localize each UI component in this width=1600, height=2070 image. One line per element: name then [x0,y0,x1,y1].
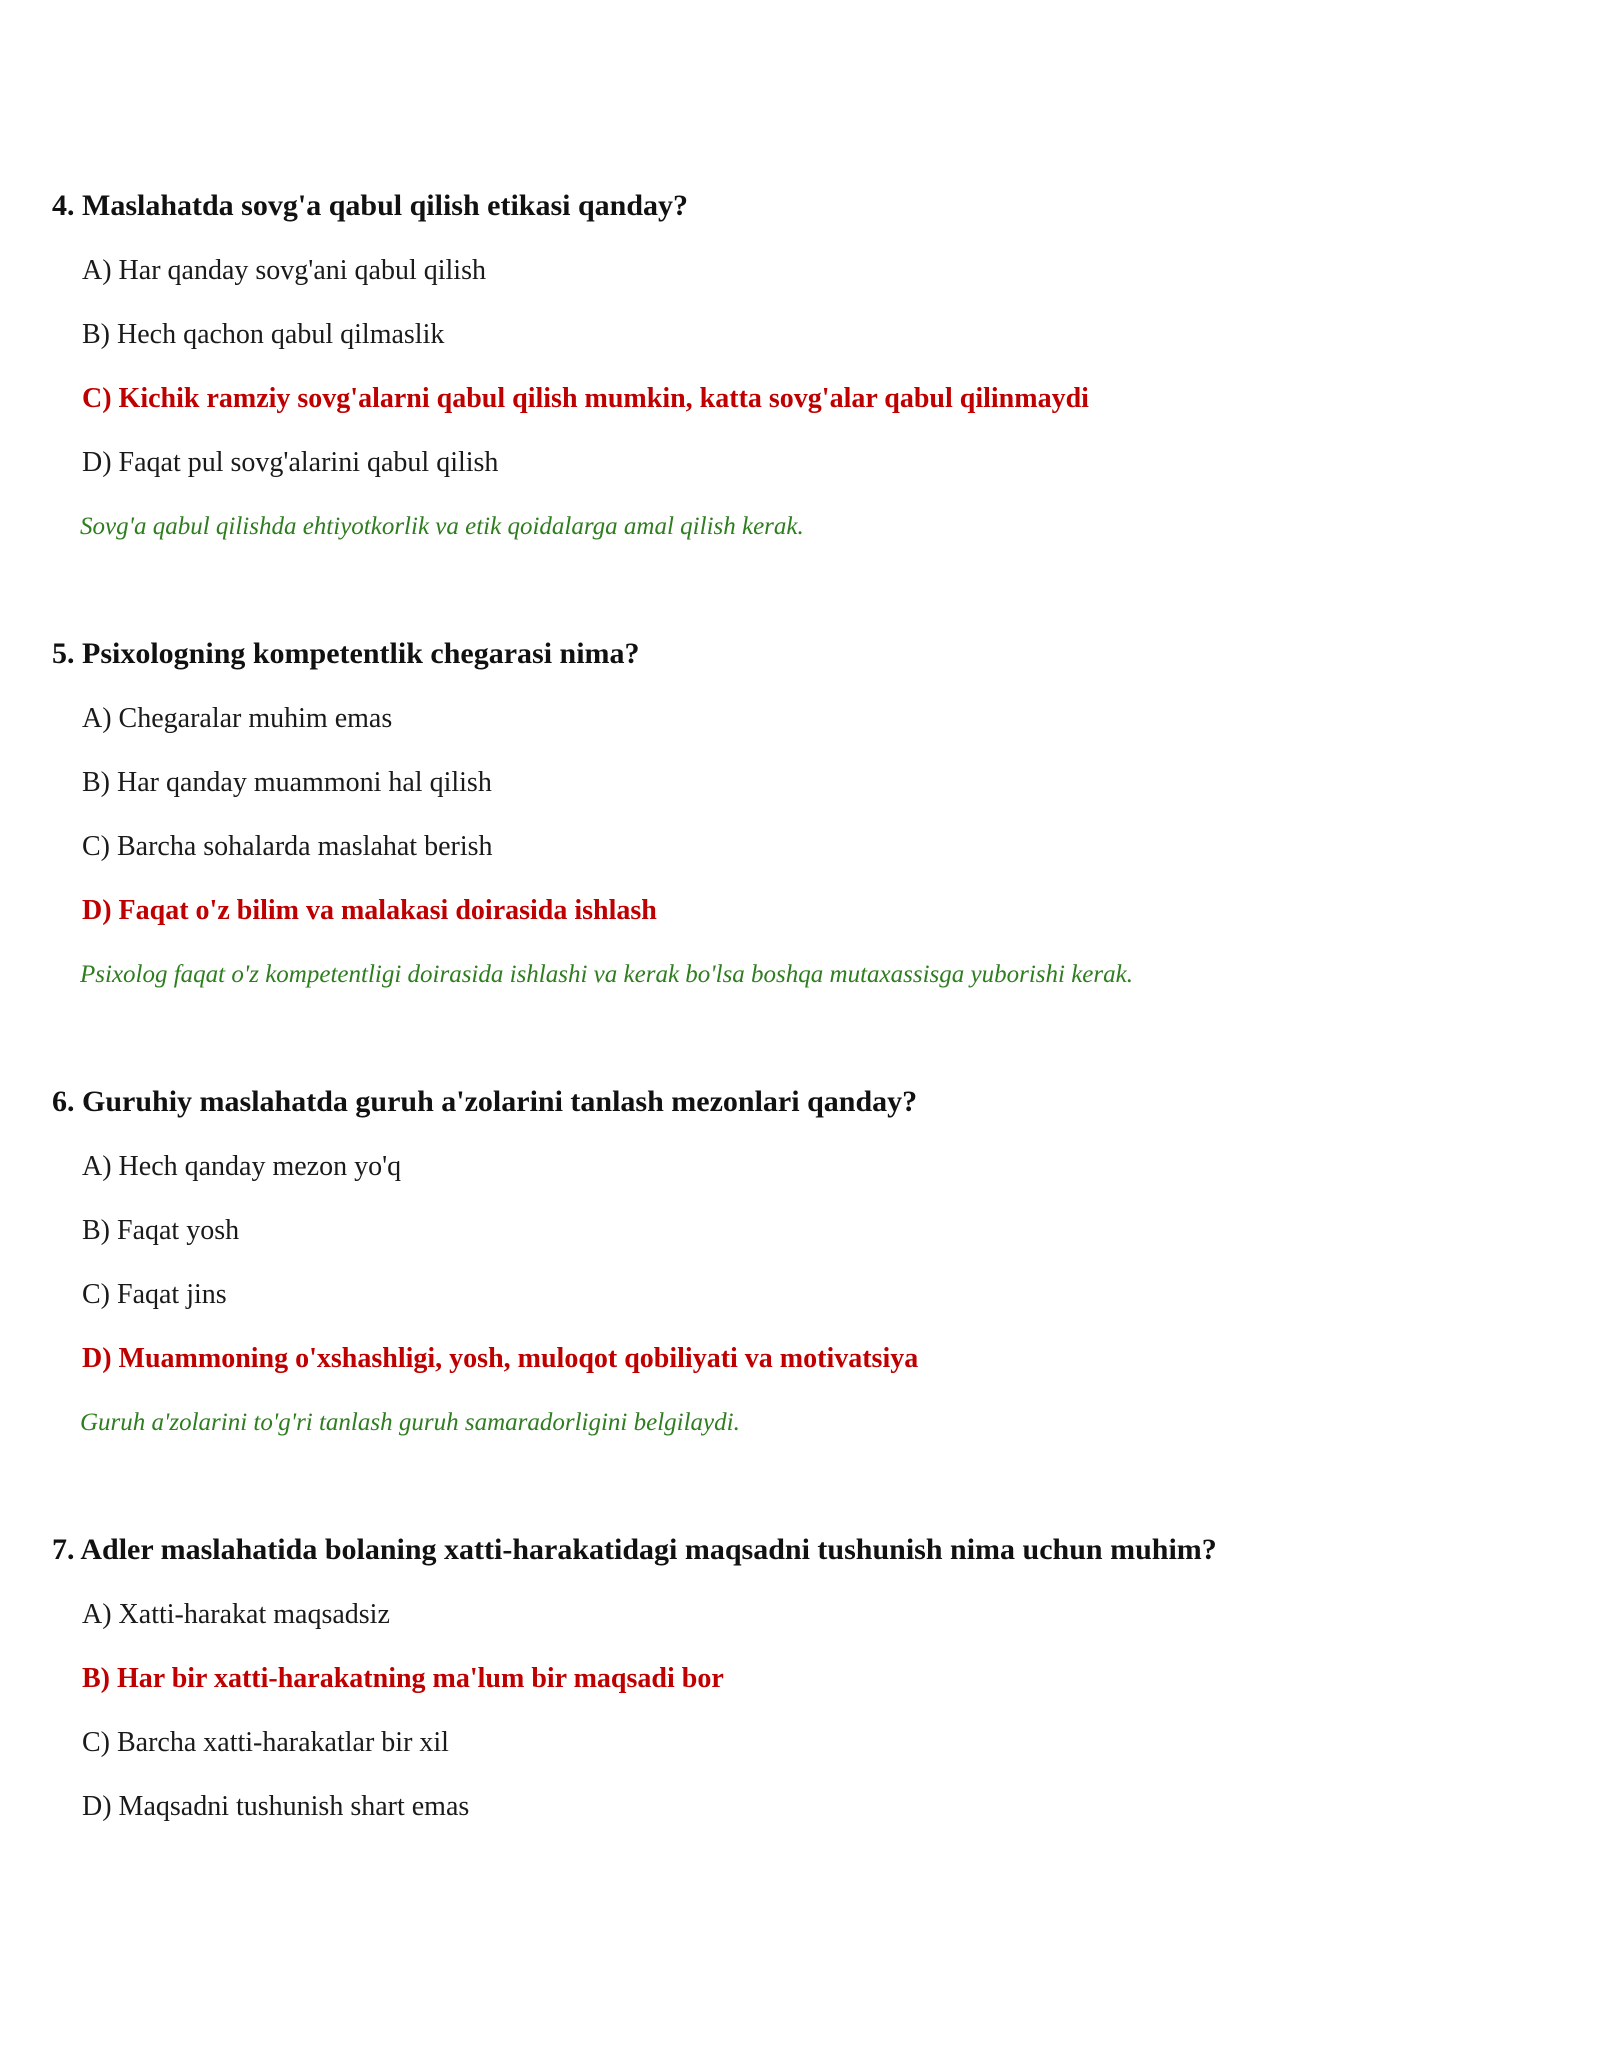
option-c: C) Barcha sohalarda maslahat berish [82,831,493,862]
question-title: 7. Adler maslahatida bolaning xatti-harakatidagi maqsadni tushunish nima uchun muhim? [52,1533,1217,1566]
option-d-correct: D) Muammoning o'xshashligi, yosh, muloqot qobiliyati va motivatsiya [82,1343,919,1374]
explanation: Psixolog faqat o'z kompetentligi doirasida ishlashi va kerak bo'lsa boshqa mutaxassisga yuborishi kerak. [80,961,1133,988]
option-b-correct: B) Har bir xatti-harakatning ma'lum bir maqsadi bor [82,1663,724,1694]
question-6 [52,1084,1552,1438]
option-d-correct: D) Faqat o'z bilim va malakasi doirasida ishlash [82,895,657,926]
option-b: B) Faqat yosh [82,1215,240,1246]
question-7 [52,1532,1552,1824]
question-title: 6. Guruhiy maslahatda guruh a'zolarini tanlash mezonlari qanday? [52,1085,918,1118]
question-title: 5. Psixologning kompetentlik chegarasi nima? [52,637,640,670]
question-5 [52,636,1552,990]
explanation: Sovg'a qabul qilishda ehtiyotkorlik va etik qoidalarga amal qilish kerak. [80,513,804,540]
option-d: D) Faqat pul sovg'alarini qabul qilish [82,447,499,478]
explanation: Guruh a'zolarini to'g'ri tanlash guruh samaradorligini belgilaydi. [80,1409,740,1436]
option-a: A) Har qanday sovg'ani qabul qilish [82,255,486,286]
option-d: D) Maqsadni tushunish shart emas [82,1791,470,1822]
option-a: A) Chegaralar muhim emas [82,703,393,734]
question-4 [52,188,1552,542]
option-c: C) Faqat jins [82,1279,227,1310]
option-a: A) Xatti-harakat maqsadsiz [82,1599,390,1630]
option-c-correct: C) Kichik ramziy sovg'alarni qabul qilish mumkin, katta sovg'alar qabul qilinmaydi [82,383,1089,414]
question-title: 4. Maslahatda sovg'a qabul qilish etikasi qanday? [52,189,689,222]
option-c: C) Barcha xatti-harakatlar bir xil [82,1727,449,1758]
option-b: B) Har qanday muammoni hal qilish [82,767,492,798]
option-b: B) Hech qachon qabul qilmaslik [82,319,445,350]
option-a: A) Hech qanday mezon yo'q [82,1151,402,1182]
